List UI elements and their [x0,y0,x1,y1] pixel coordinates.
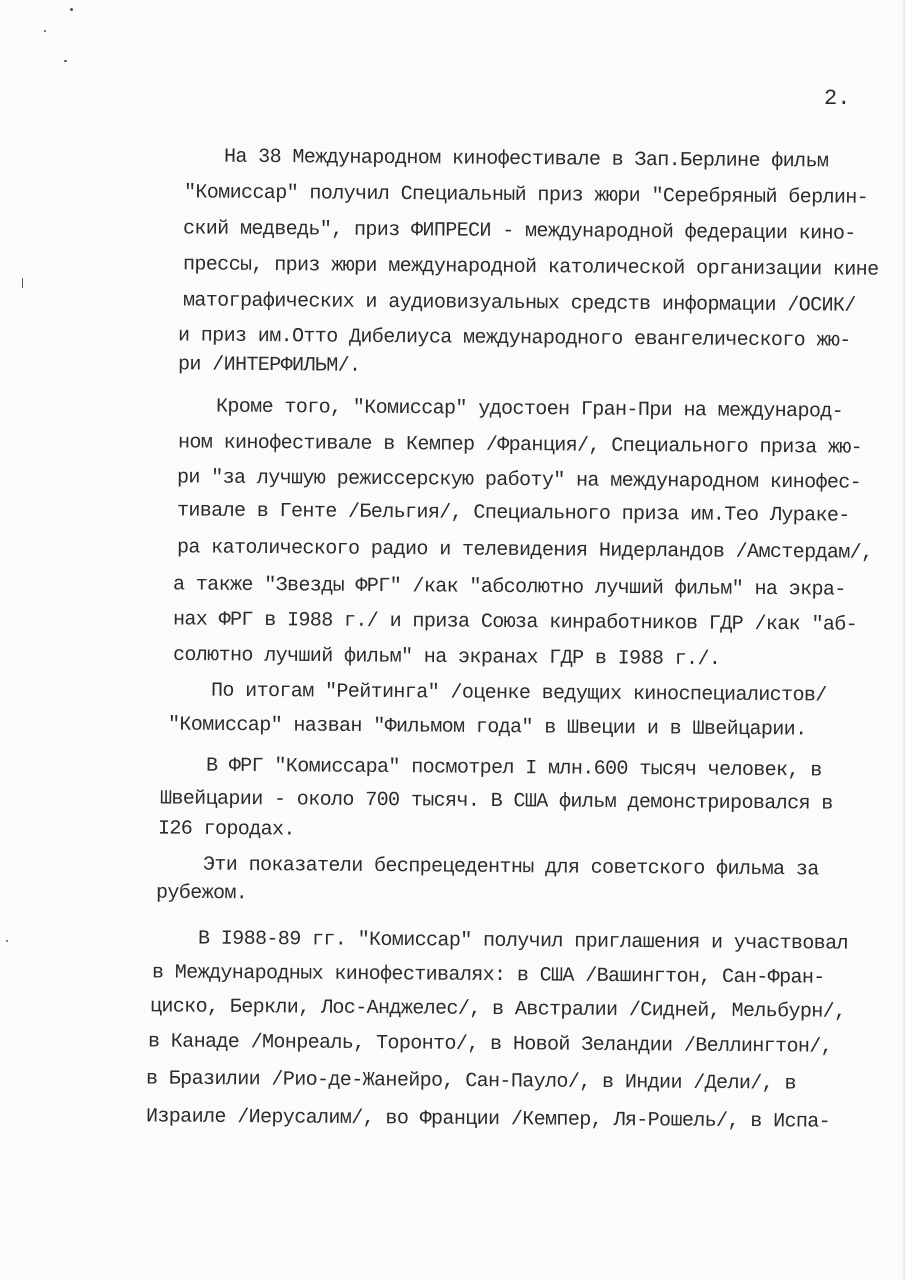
text-line: в Канаде /Монреаль, Торонто/, в Новой Зеландии /Веллингтон/, [147,1030,833,1059]
text-line: тивале в Генте /Бельгия/, Специального приза им.Тео Лураке- [176,499,850,528]
text-line: В I988-89 гг. "Комиссар" получил приглашения и участвовал [197,927,849,956]
text-line: рубежом. [155,881,248,906]
text-line: матографических и аудиовизуальных средств информации /ОСИК/ [182,289,856,318]
text-line: а также "Звезды ФРГ" /как "абсолютно лучший фильм" на экра- [172,573,846,602]
text-line: I26 городах. [157,817,295,842]
page-number: 2. [824,86,851,111]
text-line: ри /ИНТЕРФИЛЬМ/. [177,353,361,378]
text-line: Израиле /Иерусалим/, во Франции /Кемпер, Ля-Рошель/, в Испа- [145,1105,831,1134]
text-line: Кроме того, "Комиссар" удостоен Гран-При на международ- [215,395,844,424]
scan-speck [44,30,46,32]
text-line: "Комиссар" назван "Фильмом года" в Швеции и в Швейцарии. [167,713,807,742]
scan-speck [64,60,67,62]
text-line: и приз им.Отто Дибелиуса международного евангелического жю- [177,324,851,353]
scan-speck [22,278,23,288]
text-line: нах ФРГ в I988 г./ и приза Союза кинработников ГДР /как "аб- [172,608,858,637]
scan-speck [70,8,73,11]
text-line: В ФРГ "Комиссара" посмотрел I млн.600 тысяч человек, в [205,754,822,783]
scan-speck [6,940,8,942]
text-line: Эти показатели беспрецедентны для советского фильма за [202,853,819,882]
text-line: ра католического радио и телевидения Нидерландов /Амстердам/, [176,536,873,565]
text-line: ном кинофестивале в Кемпер /Франция/, Специального приза жю- [177,431,863,460]
text-line: По итогам "Рейтинга" /оценке ведущих киноспециалистов/ [210,679,827,708]
text-line: Швейцарии - около 700 тысяч. В США фильм демонстрировался в [159,787,833,816]
text-line: в Международных кинофестивалях: в США /Вашингтон, Сан-Фран- [151,961,825,990]
text-line: "Комиссар" получил Специальный приз жюри "Серебряный берлин- [183,181,869,210]
text-line: ский медведь", приз ФИПРЕСИ - международной федерации кино- [182,217,856,246]
text-line: прессы, приз жюри международной католической организации кине [182,253,879,282]
text-line: циско, Беркли, Лос-Анджелес/, в Австралии /Сидней, Мельбурн/, [149,995,846,1024]
text-line: ри "за лучшую режиссерскую работу" на международном кинофес- [176,466,862,495]
text-line: солютно лучший фильм" на экранах ГДР в I988 г./. [172,643,721,672]
text-line: На 38 Международном кинофестивале в Зап.Берлине фильм [223,145,829,174]
text-line: в Бразилии /Рио-де-Жанейро, Сан-Пауло/, в Индии /Дели/, в [145,1067,797,1096]
